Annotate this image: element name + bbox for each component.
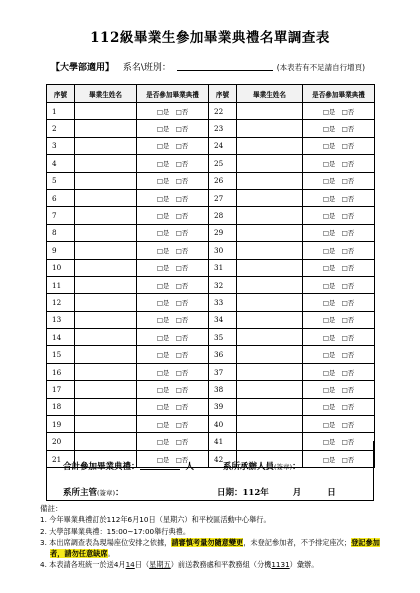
name-left-cell[interactable] (75, 224, 137, 241)
seq-right-cell: 39 (209, 398, 237, 415)
attend-left-checkbox[interactable]: □是 □否 (137, 120, 209, 137)
name-left-cell[interactable] (75, 189, 137, 206)
name-left-cell[interactable] (75, 346, 137, 363)
seq-left-cell: 19 (47, 416, 75, 433)
attend-right-checkbox[interactable]: □是 □否 (303, 416, 375, 433)
name-left-cell[interactable] (75, 172, 137, 189)
attend-left-checkbox[interactable]: □是 □否 (137, 224, 209, 241)
name-right-cell[interactable] (237, 363, 303, 380)
attend-left-checkbox[interactable]: □是 □否 (137, 137, 209, 154)
name-right-cell[interactable] (237, 294, 303, 311)
attend-left-checkbox[interactable]: □是 □否 (137, 450, 209, 467)
attend-right-checkbox[interactable]: □是 □否 (303, 242, 375, 259)
seq-right-cell: 30 (209, 242, 237, 259)
table-row (47, 346, 375, 363)
highlight-no-change: 請審慎考量勿隨意變更 (171, 537, 244, 547)
highlight-no-absence: 登記參加者，請勿任意缺席 (50, 537, 380, 559)
name-left-cell[interactable] (75, 137, 137, 154)
seq-left-cell: 17 (47, 381, 75, 398)
attend-left-checkbox[interactable]: □是 □否 (137, 381, 209, 398)
department-class-blank[interactable] (177, 61, 273, 71)
table-row (47, 224, 375, 241)
attend-right-checkbox[interactable]: □是 □否 (303, 172, 375, 189)
attend-left-checkbox[interactable]: □是 □否 (137, 259, 209, 276)
seq-left-cell: 8 (47, 224, 75, 241)
seq-right-cell: 22 (209, 103, 237, 120)
signature-section (46, 441, 374, 501)
attend-right-checkbox[interactable]: □是 □否 (303, 120, 375, 137)
name-right-cell[interactable] (237, 346, 303, 363)
name-left-cell[interactable] (75, 155, 137, 172)
name-right-cell[interactable] (237, 103, 303, 120)
seq-left-cell: 6 (47, 189, 75, 206)
date-month: 月 (292, 488, 302, 498)
seq-left-cell: 4 (47, 155, 75, 172)
contact-seal: (簽章) (274, 463, 293, 471)
total-unit: 人 (185, 462, 195, 472)
seq-right-cell: 28 (209, 207, 237, 224)
attend-right-checkbox[interactable]: □是 □否 (303, 346, 375, 363)
name-right-cell[interactable] (237, 224, 303, 241)
attend-right-checkbox[interactable]: □是 □否 (303, 207, 375, 224)
date-label: 日期：112年 (217, 488, 269, 498)
seq-left-cell: 5 (47, 172, 75, 189)
seq-right-cell: 36 (209, 346, 237, 363)
table-row (47, 363, 375, 380)
head-seal: (簽章) (97, 489, 116, 497)
table-row (47, 259, 375, 276)
seq-right-cell: 26 (209, 172, 237, 189)
attend-right-checkbox[interactable]: □是 □否 (303, 363, 375, 380)
table-row (47, 329, 375, 346)
seq-right-cell: 32 (209, 276, 237, 293)
remark-4: 4. 本表請各班統一於送4月14日（星期五）前送教務處和平教務組（分機1131）彙辦。 (40, 560, 319, 570)
name-left-cell[interactable] (75, 363, 137, 380)
table-row (47, 120, 375, 137)
attend-right-checkbox[interactable]: □是 □否 (303, 137, 375, 154)
seq-left-cell: 12 (47, 294, 75, 311)
attend-left-checkbox[interactable]: □是 □否 (137, 294, 209, 311)
total-label: 合計參加畢業典禮： (63, 462, 140, 472)
department-head-line: 系所主管(簽章)： (63, 488, 124, 498)
name-left-cell[interactable] (75, 120, 137, 137)
attend-right-checkbox[interactable]: □是 □否 (303, 329, 375, 346)
seq-left-cell: 18 (47, 398, 75, 415)
name-right-cell[interactable] (237, 172, 303, 189)
name-left-cell[interactable] (75, 294, 137, 311)
remarks-section (40, 503, 385, 571)
attend-right-checkbox[interactable]: □是 □否 (303, 103, 375, 120)
seq-left-cell: 10 (47, 259, 75, 276)
name-right-cell[interactable] (237, 155, 303, 172)
table-row (47, 311, 375, 328)
name-right-cell[interactable] (237, 137, 303, 154)
seq-left-cell: 3 (47, 137, 75, 154)
total-attendance-line (63, 460, 194, 472)
attend-left-checkbox[interactable]: □是 □否 (137, 363, 209, 380)
attend-left-checkbox[interactable]: □是 □否 (137, 311, 209, 328)
table-row (47, 294, 375, 311)
attend-left-checkbox[interactable]: □是 □否 (137, 155, 209, 172)
seq-left-cell: 13 (47, 311, 75, 328)
date-line (217, 486, 336, 498)
seq-left-cell: 15 (47, 346, 75, 363)
attend-left-checkbox[interactable]: □是 □否 (137, 346, 209, 363)
attend-right-checkbox[interactable]: □是 □否 (303, 276, 375, 293)
table-row (47, 155, 375, 172)
attend-right-checkbox[interactable]: □是 □否 (303, 259, 375, 276)
name-right-cell[interactable] (237, 207, 303, 224)
name-left-cell[interactable] (75, 242, 137, 259)
scope-label: 【大學部適用】 (51, 63, 115, 73)
attend-right-checkbox[interactable]: □是 □否 (303, 311, 375, 328)
seq-right-cell: 35 (209, 329, 237, 346)
seq-left-cell: 14 (47, 329, 75, 346)
attendance-table (46, 84, 375, 468)
attend-right-checkbox[interactable]: □是 □否 (303, 381, 375, 398)
contact-label: 系所承辦人員 (223, 462, 275, 472)
deadline-day: 14 (125, 560, 135, 570)
attend-right-checkbox[interactable]: □是 □否 (303, 294, 375, 311)
seq-right-cell: 33 (209, 294, 237, 311)
attend-right-checkbox[interactable]: □是 □否 (303, 433, 375, 450)
seq-right-cell: 25 (209, 155, 237, 172)
seq-right-cell: 27 (209, 189, 237, 206)
attend-right-checkbox[interactable]: □是 □否 (303, 450, 375, 467)
add-page-note: (本表若有不足請自行增頁) (276, 63, 366, 72)
table-row (47, 381, 375, 398)
table-row (47, 189, 375, 206)
name-left-cell[interactable] (75, 416, 137, 433)
seq-right-cell: 40 (209, 416, 237, 433)
contact-person-line: 系所承辦人員(簽章)： (223, 462, 301, 472)
seq-right-cell: 31 (209, 259, 237, 276)
name-left-cell[interactable] (75, 259, 137, 276)
page-title: 112級畢業生參加畢業典禮名單調查表 (90, 30, 330, 46)
name-right-cell[interactable] (237, 311, 303, 328)
name-left-cell[interactable] (75, 311, 137, 328)
seq-left-cell: 7 (47, 207, 75, 224)
attend-right-checkbox[interactable]: □是 □否 (303, 398, 375, 415)
head-label: 系所主管 (63, 488, 98, 498)
attend-left-checkbox[interactable]: □是 □否 (137, 242, 209, 259)
attend-left-checkbox[interactable]: □是 □否 (137, 207, 209, 224)
seq-right-cell: 38 (209, 381, 237, 398)
header-attend-right: 是否參加畢業典禮 (303, 85, 375, 103)
seq-right-cell: 34 (209, 311, 237, 328)
seq-right-cell: 41 (209, 433, 237, 450)
remarks-heading: 備註： (40, 504, 63, 513)
table-row (47, 242, 375, 259)
form-subheader (51, 60, 381, 74)
attend-left-checkbox[interactable]: □是 □否 (137, 172, 209, 189)
name-left-cell[interactable] (75, 398, 137, 415)
table-row (47, 276, 375, 293)
attend-left-checkbox[interactable]: □是 □否 (137, 103, 209, 120)
header-name-right: 畢業生姓名 (237, 85, 303, 103)
seq-left-cell: 1 (47, 103, 75, 120)
header-seq-right: 序號 (209, 85, 237, 103)
header-attend-left: 是否參加畢業典禮 (137, 85, 209, 103)
header-seq-left: 序號 (47, 85, 75, 103)
date-day: 日 (327, 488, 336, 498)
seq-left-cell: 9 (47, 242, 75, 259)
seq-right-cell: 37 (209, 363, 237, 380)
attend-left-checkbox[interactable]: □是 □否 (137, 329, 209, 346)
seq-left-cell: 21 (47, 450, 75, 467)
attend-left-checkbox[interactable]: □是 □否 (137, 433, 209, 450)
attend-right-checkbox[interactable]: □是 □否 (303, 155, 375, 172)
name-left-cell[interactable] (75, 103, 137, 120)
table-row (47, 103, 375, 120)
attend-right-checkbox[interactable]: □是 □否 (303, 189, 375, 206)
name-right-cell[interactable] (237, 120, 303, 137)
attend-right-checkbox[interactable]: □是 □否 (303, 224, 375, 241)
name-right-cell[interactable] (237, 189, 303, 206)
table-row (47, 398, 375, 415)
name-left-cell[interactable] (75, 276, 137, 293)
table-row (47, 172, 375, 189)
attend-left-checkbox[interactable]: □是 □否 (137, 398, 209, 415)
name-right-cell[interactable] (237, 276, 303, 293)
seq-right-cell: 29 (209, 224, 237, 241)
deadline-weekday: 星期五 (149, 560, 171, 570)
seq-left-cell: 11 (47, 276, 75, 293)
name-right-cell[interactable] (237, 329, 303, 346)
remark-2: 2. 大學部畢業典禮：15:00~17:00舉行典禮。 (40, 526, 191, 536)
table-row (47, 207, 375, 224)
name-right-cell[interactable] (237, 259, 303, 276)
table-row (47, 416, 375, 433)
extension-number: 1131 (271, 560, 290, 570)
seq-left-cell: 16 (47, 363, 75, 380)
attend-left-checkbox[interactable]: □是 □否 (137, 416, 209, 433)
name-left-cell[interactable] (75, 329, 137, 346)
seq-right-cell: 42 (209, 450, 237, 467)
name-right-cell[interactable] (237, 416, 303, 433)
attend-left-checkbox[interactable]: □是 □否 (137, 276, 209, 293)
seq-left-cell: 2 (47, 120, 75, 137)
name-left-cell[interactable] (75, 207, 137, 224)
table-header-row (47, 85, 375, 103)
remark-3: 3. 本出席調查表為現場座位安排之依據，請審慎考量勿隨意變更，未登記參加者，不予排定座次；登記參加者，請勿任意缺席。 (40, 537, 380, 559)
seq-left-cell: 20 (47, 433, 75, 450)
seq-right-cell: 24 (209, 137, 237, 154)
attend-left-checkbox[interactable]: □是 □否 (137, 189, 209, 206)
name-left-cell[interactable] (75, 381, 137, 398)
table-row (47, 137, 375, 154)
remark-1: 1. 今年畢業典禮訂於112年6月10日（星期六）和平校區活動中心舉行。 (40, 515, 271, 525)
name-right-cell[interactable] (237, 398, 303, 415)
department-class-label: 系名\班別： (122, 63, 171, 73)
header-name-left: 畢業生姓名 (75, 85, 137, 103)
seq-right-cell: 23 (209, 120, 237, 137)
name-right-cell[interactable] (237, 242, 303, 259)
name-right-cell[interactable] (237, 381, 303, 398)
total-count-blank[interactable] (140, 460, 180, 470)
